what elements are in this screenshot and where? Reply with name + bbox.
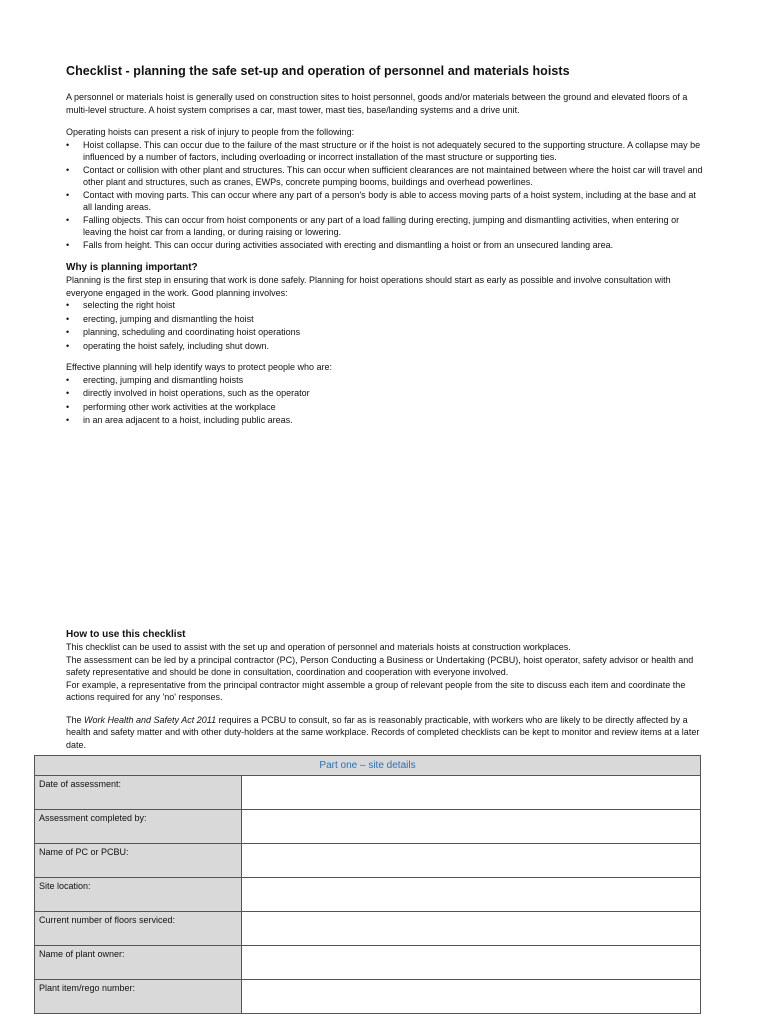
- page-title: Checklist - planning the safe set-up and operation of personnel and materials hoists: [66, 64, 570, 78]
- planning-text: Planning is the first step in ensuring that work is done safely. Planning for hoist operations should start as early as possible and involve consultation with everyone engaged in the work. Good planning involves:: [66, 275, 671, 298]
- row-label: Name of plant owner:: [35, 946, 242, 980]
- list-item: • selecting the right hoist: [66, 299, 706, 312]
- risks-list: [66, 139, 706, 252]
- site-details-table: [34, 755, 701, 1014]
- list-item: • performing other work activities at the workplace: [66, 401, 706, 414]
- list-item: • Hoist collapse. This can occur due to the failure of the mast structure or if the hoist is not adequately secured to the supporting structure. A collapse may be influenced by a number of factors, including overloading or incorrect installation of the mast structure or supporting ties.: [66, 139, 706, 164]
- table-row: [35, 912, 701, 946]
- list-item: • in an area adjacent to a hoist, including public areas.: [66, 414, 706, 427]
- assessment-completed-by-field[interactable]: [242, 810, 701, 844]
- list-item: • erecting, jumping and dismantling the hoist: [66, 313, 706, 326]
- plant-owner-field[interactable]: [242, 946, 701, 980]
- list-item: • erecting, jumping and dismantling hoists: [66, 374, 706, 387]
- row-label: Site location:: [35, 878, 242, 912]
- list-item: • Contact with moving parts. This can occur where any part of a person's body is able to access moving parts of a hoist system, including at the base and at all landing areas.: [66, 189, 706, 214]
- intro-paragraph: A personnel or materials hoist is generally used on construction sites to hoist personnel, goods and/or materials between the ground and elevated floors of a multi-level structure. A hoist system comprises a car, mast tower, mast ties, base/landing systems and a drive unit.: [66, 92, 688, 115]
- protect-list: [66, 374, 706, 427]
- row-label: Date of assessment:: [35, 776, 242, 810]
- table-row: [35, 980, 701, 1014]
- date-of-assessment-field[interactable]: [242, 776, 701, 810]
- howto-line-1: This checklist can be used to assist with the set up and operation of personnel and materials hoists at construction workplaces.: [66, 642, 571, 652]
- pc-or-pcbu-field[interactable]: [242, 844, 701, 878]
- planning-section: [66, 261, 706, 353]
- part-one-heading: Part one – site details: [35, 756, 701, 776]
- howto-line-3: For example, a representative from the principal contractor might assemble a group of relevant people from the site to discuss each item and coordinate the actions required for any 'no' responses.: [66, 679, 686, 702]
- protect-lead: Effective planning will help identify ways to protect people who are:: [66, 362, 332, 372]
- plant-rego-number-field[interactable]: [242, 980, 701, 1014]
- act-pre: The: [66, 714, 85, 725]
- row-label: Current number of floors serviced:: [35, 912, 242, 946]
- list-item: • planning, scheduling and coordinating hoist operations: [66, 326, 706, 339]
- protect-section: [66, 361, 706, 428]
- act-post: requires a PCBU to consult, so far as is reasonably practicable, with workers who are likely to be directly affected by a health and safety matter and with other duty-holders at the same workplace. Records of completed checklists can be kept to monitor and review items at a later date.: [66, 714, 700, 750]
- table-row: [35, 810, 701, 844]
- planning-list: [66, 299, 706, 352]
- table-row: [35, 844, 701, 878]
- table-row: [35, 878, 701, 912]
- row-label: Name of PC or PCBU:: [35, 844, 242, 878]
- risks-section: [66, 126, 706, 251]
- table-row: [35, 776, 701, 810]
- howto-line-2: The assessment can be led by a principal contractor (PC), Person Conducting a Business or Undertaking (PCBU), hoist operator, safety advisor or health and safety representative and should be done in consultation, coordination and cooperation with everyone involved.: [66, 654, 694, 677]
- act-paragraph: [66, 714, 706, 752]
- planning-heading: Why is planning important?: [66, 262, 198, 273]
- list-item: • directly involved in hoist operations, such as the operator: [66, 387, 706, 400]
- table-header-row: [35, 756, 701, 776]
- howto-section: [66, 628, 706, 751]
- floors-serviced-field[interactable]: [242, 912, 701, 946]
- row-label: Plant item/rego number:: [35, 980, 242, 1014]
- act-name: Work Health and Safety Act 2011: [84, 714, 217, 725]
- site-location-field[interactable]: [242, 878, 701, 912]
- list-item: • Contact or collision with other plant and structures. This can occur when sufficient clearances are not maintained between where the hoist car will travel and other plant and structures, such as cranes, EWPs, concrete pumping booms, buildings and overhead powerlines.: [66, 164, 706, 189]
- list-item: • operating the hoist safely, including shut down.: [66, 340, 706, 353]
- howto-heading: How to use this checklist: [66, 629, 186, 640]
- list-item: • Falls from height. This can occur during activities associated with erecting and dismantling a hoist or from an unsecured landing area.: [66, 239, 706, 252]
- risks-lead: Operating hoists can present a risk of injury to people from the following:: [66, 127, 355, 137]
- row-label: Assessment completed by:: [35, 810, 242, 844]
- intro-section: [66, 91, 706, 116]
- table-row: [35, 946, 701, 980]
- list-item: • Falling objects. This can occur from hoist components or any part of a load falling during erecting, jumping and dismantling activities, when entering or leaving the hoist car from a landing, or during raising or lowering.: [66, 214, 706, 239]
